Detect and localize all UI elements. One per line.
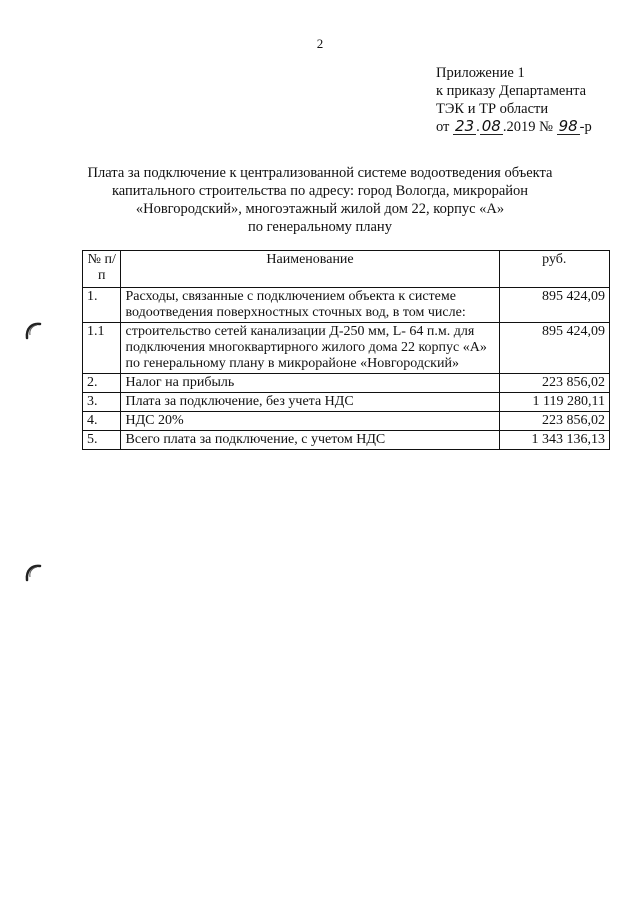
title-line-4: по генеральному плану xyxy=(248,219,392,235)
document-title xyxy=(80,164,560,236)
table-header-row xyxy=(83,251,610,288)
appendix-title: Приложение 1 xyxy=(436,65,525,81)
hole-punch-mark-icon xyxy=(22,320,44,342)
appendix-header xyxy=(436,64,592,136)
row-sum: 1 343 136,13 xyxy=(499,431,609,450)
header-name: Наименование xyxy=(121,251,499,288)
row-number: 4. xyxy=(83,412,121,431)
row-number: 3. xyxy=(83,393,121,412)
date-separator: . xyxy=(476,119,480,135)
order-number: 98 xyxy=(558,117,578,135)
row-sum: 895 424,09 xyxy=(499,323,609,374)
row-number: 2. xyxy=(83,374,121,393)
row-number: 5. xyxy=(83,431,121,450)
row-name: НДС 20% xyxy=(121,412,499,431)
row-number: 1.1 xyxy=(83,323,121,374)
order-suffix: -р xyxy=(579,119,592,135)
table-row xyxy=(83,323,610,374)
fees-table xyxy=(82,250,610,450)
row-number: 1. xyxy=(83,288,121,323)
appendix-date-line xyxy=(436,118,592,136)
appendix-department: ТЭК и ТР области xyxy=(436,101,549,117)
row-sum: 1 119 280,11 xyxy=(499,393,609,412)
table-row xyxy=(83,412,610,431)
row-name: Всего плата за подключение, с учетом НДС xyxy=(121,431,499,450)
date-month: 08 xyxy=(481,117,501,135)
title-line-2: капитального строительства по адресу: город Вологда, микрорайон xyxy=(111,183,529,199)
header-sum: руб. xyxy=(499,251,609,288)
row-sum: 223 856,02 xyxy=(499,412,609,431)
title-line-1: Плата за подключение к централизованной системе водоотведения объекта xyxy=(87,165,553,181)
table-row xyxy=(83,374,610,393)
row-name: Налог на прибыль xyxy=(121,374,499,393)
row-name: строительство сетей канализации Д-250 мм, L- 64 п.м. для подключения многоквартирного жилого дома 22 корпус «А» по генеральному плану в микрорайоне «Новгородский» xyxy=(121,323,499,374)
row-name: Плата за подключение, без учета НДС xyxy=(121,393,499,412)
appendix-order-ref: к приказу Департамента xyxy=(436,83,587,99)
date-year: .2019 № xyxy=(502,119,553,135)
row-name: Расходы, связанные с подключением объекта к системе водоотведения поверхностных сточных вод, в том числе: xyxy=(121,288,499,323)
row-sum: 223 856,02 xyxy=(499,374,609,393)
date-prefix: от xyxy=(436,119,450,135)
hole-punch-mark-icon xyxy=(22,562,44,584)
header-number: № п/п xyxy=(83,251,121,288)
date-day: 23 xyxy=(455,117,475,135)
table-row xyxy=(83,393,610,412)
page-number: 2 xyxy=(316,36,324,51)
table-row xyxy=(83,431,610,450)
table-row xyxy=(83,288,610,323)
title-line-3: «Новгородский», многоэтажный жилой дом 22, корпус «А» xyxy=(135,201,505,217)
row-sum: 895 424,09 xyxy=(499,288,609,323)
